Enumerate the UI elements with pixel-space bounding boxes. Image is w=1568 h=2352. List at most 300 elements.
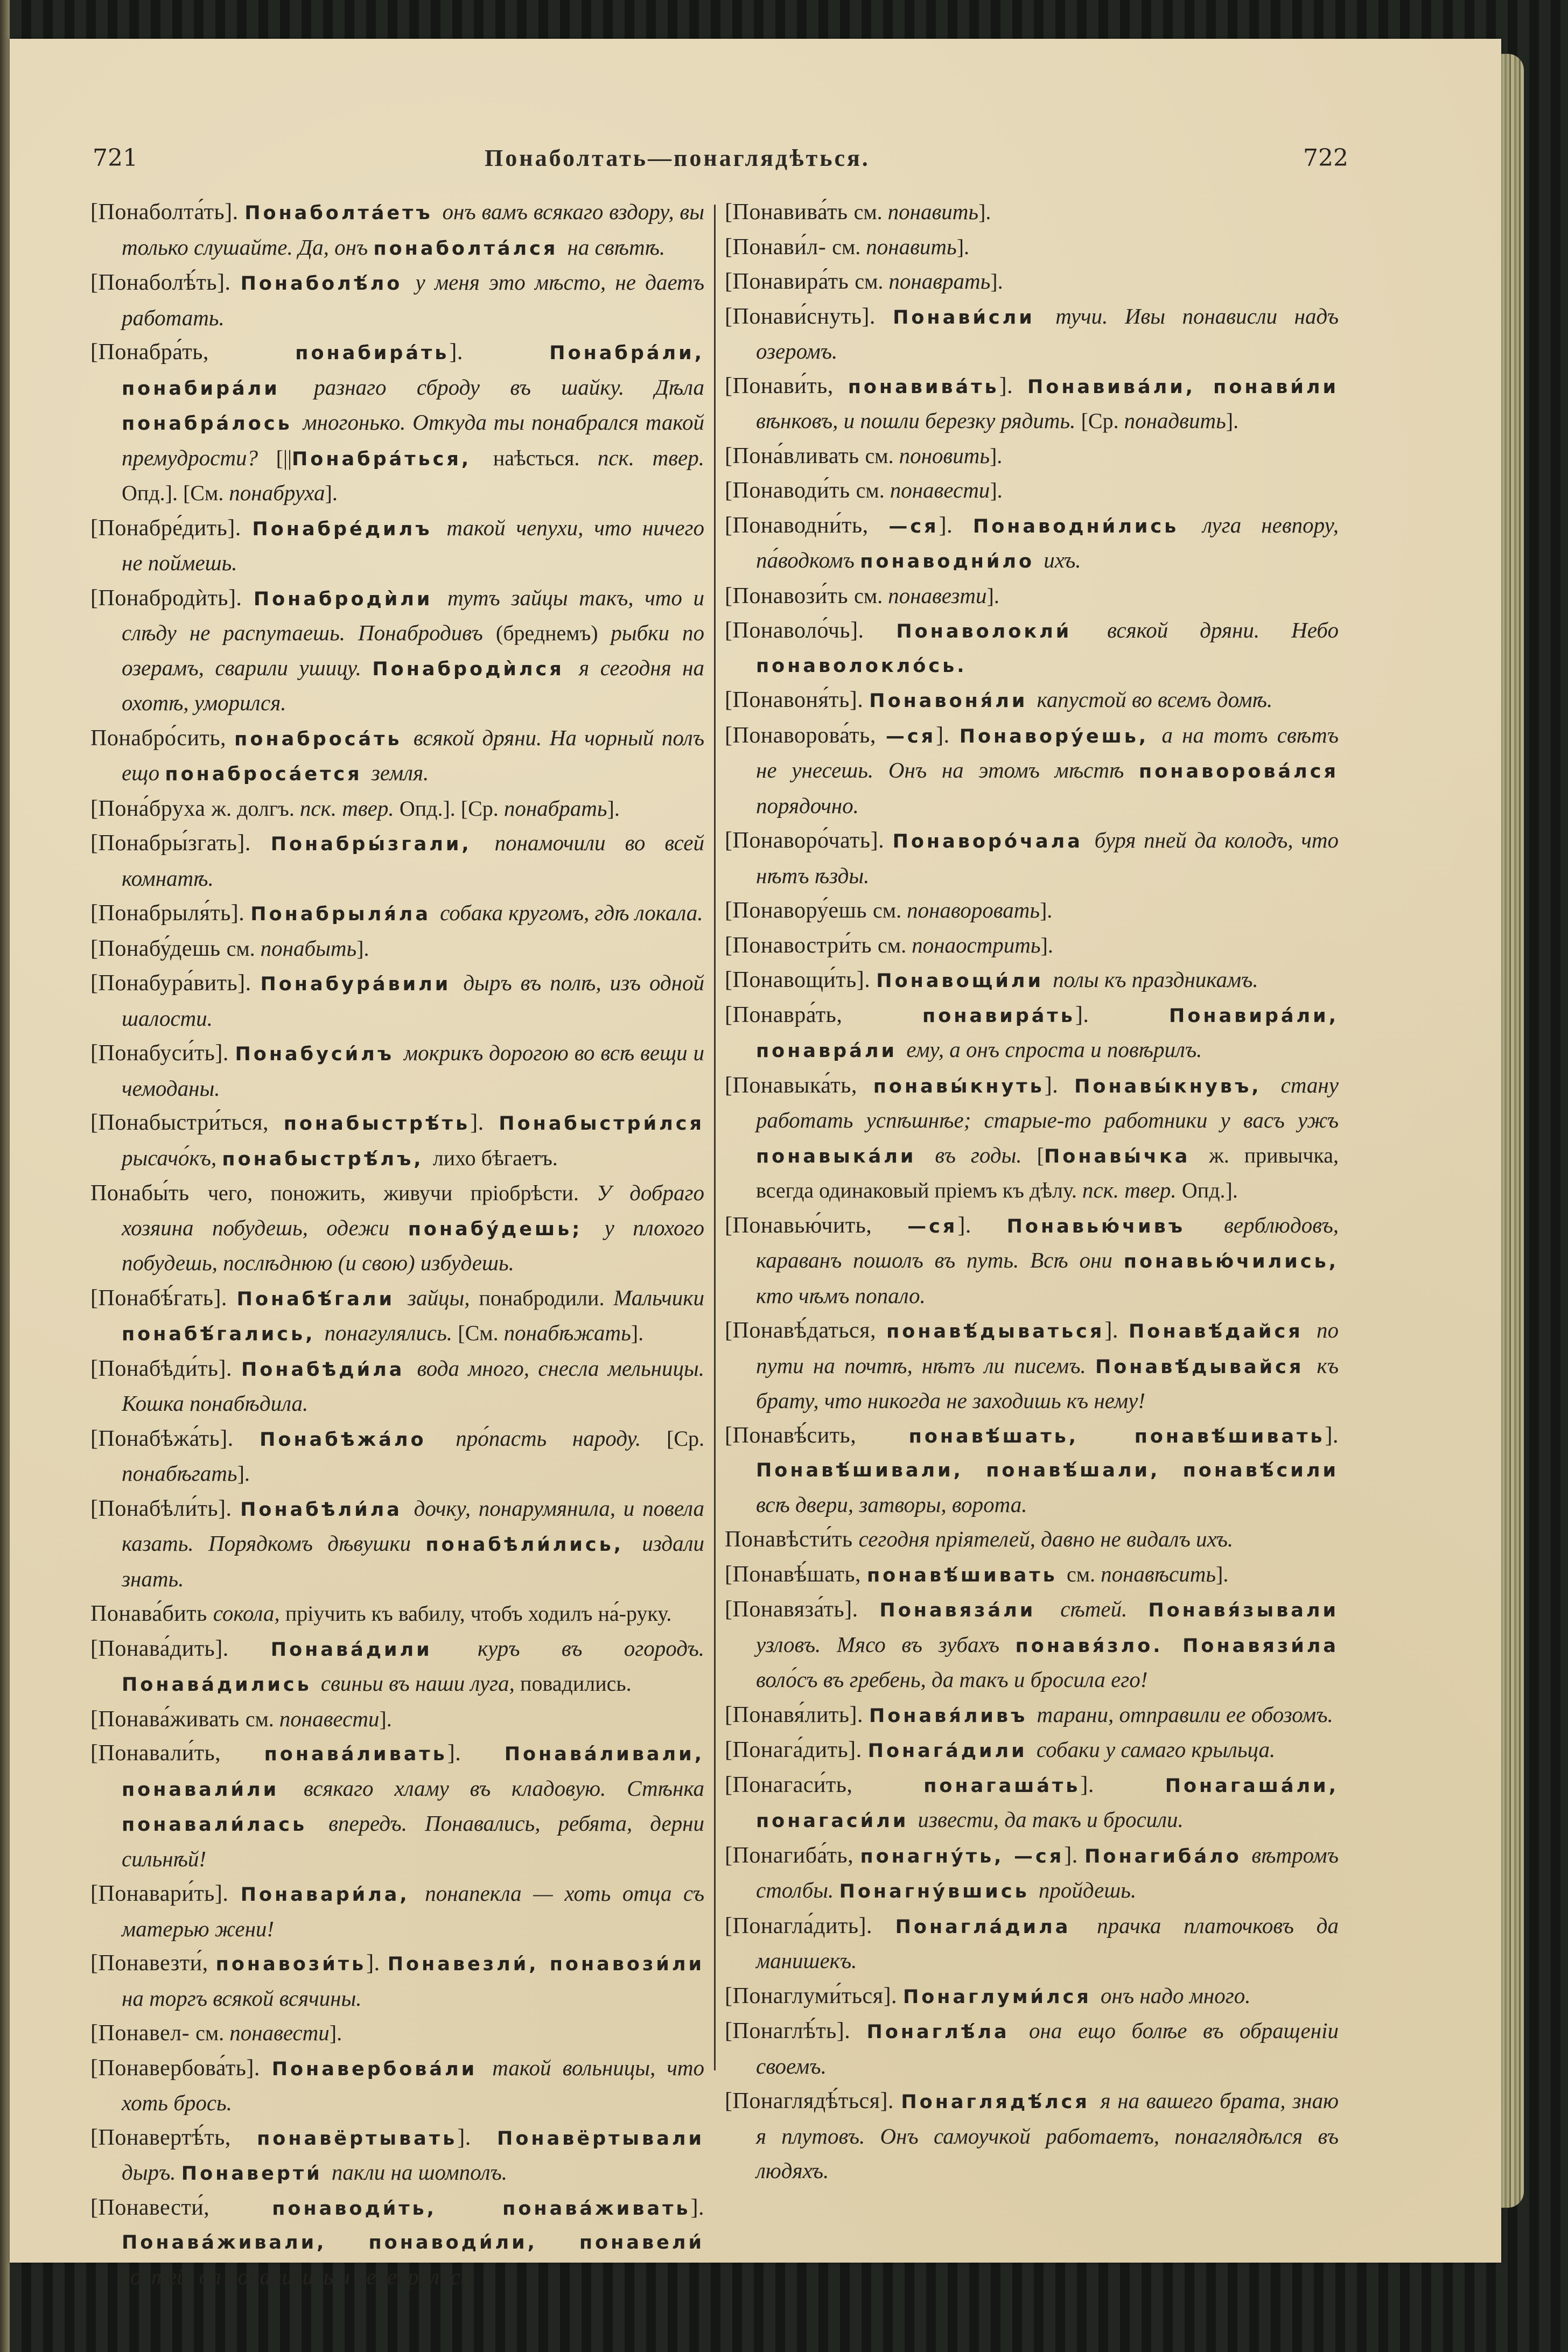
gloss-text: [|| — [276, 445, 292, 470]
derived-form: Понабѣли́ла — [240, 1499, 414, 1521]
headword: [Понабыстри́ться, — [90, 1110, 284, 1135]
example-text: куръ въ огородъ. — [477, 1635, 704, 1661]
gloss-text: пріучить къ вабилу, чтобъ ходилъ на́-руку. — [285, 1601, 672, 1626]
headword: [Понага́дить]. — [725, 1738, 868, 1762]
example-text: по пути на почтѣ, нѣтъ ли писемъ. — [756, 1318, 1339, 1378]
headword: [Понавяза́ть]. — [725, 1597, 880, 1622]
dictionary-entry — [90, 511, 704, 581]
example-text: въ годы. — [935, 1142, 1037, 1167]
example-text: вѣнковъ, и пошли березку рядить. — [756, 408, 1081, 433]
example-text: понабѣгать — [122, 1461, 237, 1486]
derived-form: Понабѣди́ла — [241, 1359, 417, 1381]
example-text: издали знать. — [122, 1531, 704, 1591]
dictionary-entry — [725, 579, 1339, 614]
gloss-text: понабродили. — [479, 1285, 614, 1310]
headword: [Понагиба́ть, — [725, 1843, 860, 1868]
headword: ]. — [470, 1110, 499, 1135]
derived-form: —ся — [888, 515, 939, 537]
example-text: понадвить — [1124, 408, 1226, 433]
example-text: понаврать — [888, 269, 991, 293]
example-text: вѣтромъ столбы. — [756, 1842, 1339, 1902]
dictionary-entry — [90, 1737, 704, 1877]
derived-form: Понава́дили — [270, 1639, 478, 1661]
derived-form: Понабѣжа́ло — [260, 1429, 456, 1451]
headword: [Понава́дить]. — [90, 1636, 271, 1661]
gloss-text: [ — [1037, 1143, 1044, 1167]
dictionary-entry — [90, 966, 704, 1036]
example-text: многонько. Откуда ты понабрался такой премудрости? — [122, 410, 704, 470]
example-text: я сегодня на охотѣ, уморился. — [122, 655, 704, 715]
headword: [Понабры́згать]. — [90, 831, 271, 856]
headword: [Понаглуми́ться]. — [725, 1983, 903, 2008]
example-text: пройдешь. — [1038, 1878, 1137, 1902]
derived-form: Понабура́вили — [260, 974, 464, 995]
derived-form: Понава́дились — [122, 1674, 321, 1696]
headword: [Понаглядѣ́ться]. — [725, 2089, 901, 2113]
derived-form: Понабродѝли — [253, 588, 448, 610]
headword: [Понава́живать — [90, 1706, 246, 1732]
example-text: къ брату, что никогда не заходишь къ нему! — [756, 1353, 1339, 1413]
headword: [Понавози́ть — [725, 583, 855, 608]
derived-form: Понавѣ́дайся — [1129, 1321, 1317, 1342]
headword: [Понавезти́, — [90, 1951, 216, 1976]
headword: [Понавѣ́сить, — [725, 1423, 909, 1448]
gloss-text: см. — [873, 898, 907, 922]
example-text: понабыть — [260, 935, 357, 961]
gloss-text: лихо бѣгаетъ. — [432, 1145, 558, 1170]
example-text: узловъ. Мясо въ зубахъ — [756, 1632, 1016, 1657]
headword: [Понабѣ́гать]. — [90, 1285, 237, 1311]
dictionary-entry — [90, 2191, 704, 2295]
headword: [Понабра́ть, — [90, 340, 296, 365]
example-text: рыбки по озерамъ, сварили ушицу. — [122, 620, 704, 680]
derived-form: Понага́дили — [867, 1740, 1037, 1762]
dictionary-entry — [90, 826, 704, 896]
headword: ]. — [366, 1951, 388, 1976]
example-text: буря пней да колодъ, что нѣтъ ѣзды. — [756, 828, 1339, 888]
derived-form: Понабра́ться, — [292, 448, 493, 470]
example-text: земля. — [371, 760, 429, 785]
dictionary-entry — [90, 2121, 704, 2191]
headword: [Пона́бруха — [90, 796, 212, 821]
headword: [Понабрыля́ть]. — [90, 901, 251, 926]
gloss-text: ]. — [1039, 898, 1053, 922]
derived-form: Понава́живали, понаводи́ли, понавели́ — [122, 2232, 704, 2253]
example-text: впередъ. Понавались, ребята, дерни сильнѣй! — [122, 1811, 704, 1871]
example-text: понагулялись. — [324, 1320, 458, 1345]
derived-form: Понаводни́лись — [972, 515, 1203, 537]
derived-form: понавью́чились, — [1123, 1251, 1339, 1272]
gloss-text: ]. — [956, 234, 970, 259]
derived-form: Понавѣ́шивали, понавѣ́шали, понавѣ́сили — [756, 1460, 1339, 1481]
gloss-text: (бреднемъ) — [495, 621, 611, 645]
derived-form: понаводни́ло — [860, 551, 1044, 572]
headword: [Понавыка́ть, — [725, 1073, 873, 1098]
gloss-text: ]. — [379, 1706, 392, 1731]
example-text: она ещо болѣе въ обращеніи своемъ. — [756, 2018, 1339, 2078]
derived-form: Понабродѝлся — [372, 658, 579, 680]
dictionary-entry — [90, 721, 704, 792]
derived-form: Понавоня́ли — [869, 690, 1037, 712]
headword: [Понавел- — [90, 2021, 196, 2046]
gloss-text: ]. — [631, 1321, 644, 1345]
derived-form: понавы́кнуть — [873, 1075, 1045, 1097]
headword: [Понавѣ́даться, — [725, 1318, 887, 1343]
binding-edge — [0, 0, 10, 2352]
headword: ]. — [1075, 1002, 1170, 1027]
dictionary-entry — [725, 893, 1339, 928]
gloss-text: Опд.]. — [1181, 1178, 1238, 1202]
derived-form: Понабуси́лъ — [235, 1044, 404, 1065]
dictionary-entry — [725, 369, 1339, 439]
gloss-text: см. — [195, 2021, 230, 2045]
example-text: У добраго хозяина побудешь, одежи — [122, 1180, 705, 1240]
example-text: понавести — [890, 478, 990, 502]
headword: [Понавоня́ть]. — [725, 688, 870, 712]
derived-form: понаболта́лся — [373, 237, 568, 260]
dictionary-entry — [90, 581, 704, 721]
gloss-text: [См. — [458, 1321, 504, 1345]
dictionary-entry — [725, 613, 1339, 683]
dictionary-entry — [90, 2051, 704, 2121]
dictionary-entry — [725, 1698, 1339, 1733]
example-text: понаворовать — [907, 898, 1040, 922]
column-divider — [714, 205, 716, 2070]
dictionary-entry — [725, 718, 1339, 824]
derived-form: Понабры́згали, — [270, 834, 495, 855]
example-text: у плохого побудешь, послѣднюю (и свою) избудешь. — [122, 1215, 704, 1275]
headword: [Понавью́чить, — [725, 1213, 908, 1238]
gloss-text: ]. — [990, 269, 1003, 293]
headword: [Понабре́дить]. — [90, 515, 253, 541]
example-text: собаки у самаго крыльца. — [1036, 1737, 1276, 1762]
dictionary-entry — [725, 1733, 1339, 1768]
derived-form: Понабра́ли, понабира́ли — [122, 342, 704, 400]
example-text: а на тотъ свѣтъ не унесешь. Онъ на этомъ мѣстѣ — [756, 722, 1339, 782]
derived-form: понаводи́ть, понава́живать — [272, 2197, 691, 2220]
derived-form: понабѣли́лись, — [425, 1534, 642, 1556]
dictionary-entry — [90, 792, 704, 827]
derived-form: понавѣ́шать, понавѣ́шивать — [908, 1425, 1325, 1447]
example-text: пакли на шомполъ. — [331, 2160, 508, 2185]
example-text: верблюдовъ, караванъ пошолъ въ путь. Всѣ они — [756, 1212, 1339, 1272]
dictionary-entry — [725, 1557, 1339, 1593]
example-text: понаострить — [912, 932, 1041, 957]
derived-form: Понаволокли́ — [896, 621, 1108, 642]
example-text: свиньи въ наши луга, — [320, 1671, 521, 1696]
derived-form: понагну́ть, —ся — [860, 1845, 1065, 1867]
example-text: на торгъ всякой всячины. — [122, 1985, 362, 2011]
derived-form: Понабре́дилъ — [252, 518, 447, 540]
gloss-text: ]. — [986, 583, 999, 608]
headword: ]. — [1104, 1318, 1129, 1343]
example-text: ему, а онъ спроста и повѣрилъ. — [906, 1037, 1202, 1062]
derived-form: Понаболта́етъ — [244, 202, 443, 224]
dictionary-entry — [90, 1702, 704, 1737]
headword: [Понавести́, — [90, 2195, 272, 2220]
headword: [Понавору́ешь — [725, 898, 873, 923]
example-text: стану работать успѣшнѣе; старые-то работники у васъ ужъ — [756, 1072, 1339, 1132]
derived-form: Понавору́ешь, — [959, 725, 1162, 747]
left-column — [90, 195, 704, 2294]
headword: [Понавощи́ть]. — [725, 968, 877, 992]
headword: [Понавѣ́шать, — [725, 1562, 867, 1587]
headword: [Понави́снуть]. — [725, 304, 893, 329]
example-text: понамочили во всей комнатѣ. — [122, 830, 704, 891]
gloss-text: см. — [832, 234, 866, 259]
headword: [Понаволо́чь]. — [725, 618, 897, 643]
example-text: ихъ. — [1044, 548, 1081, 572]
example-text: кто чѣмъ попало. — [756, 1283, 926, 1308]
headword: [Понабура́вить]. — [90, 971, 261, 996]
dictionary-entry — [725, 1838, 1339, 1909]
example-text: порядочно. — [756, 793, 859, 818]
example-text: разнаго сброду въ шайку. Дѣла — [314, 374, 704, 400]
headword: ]. — [957, 1213, 1007, 1238]
derived-form: Понабрыля́ла — [250, 904, 440, 925]
headword: [Пона́вливать — [725, 443, 865, 468]
page-number-left: 721 — [93, 144, 138, 172]
dictionary-entry — [90, 1947, 704, 2016]
derived-form: Понагла́дила — [895, 1916, 1097, 1938]
example-text: собака кругомъ, гдѣ локала. — [440, 900, 703, 925]
gloss-text: ]. — [1040, 933, 1053, 957]
dictionary-entry — [90, 1877, 704, 1947]
derived-form: Понави́сли — [893, 306, 1056, 328]
example-text: сегодня пріятелей, давно не видалъ ихъ. — [858, 1527, 1234, 1551]
example-text: дыръ. — [122, 2160, 181, 2185]
headword: [Понабу́дешь — [90, 936, 227, 961]
derived-form: понагаша́ть — [923, 1775, 1081, 1797]
dictionary-entry — [90, 335, 704, 511]
headword: [Понабѣжа́ть]. — [90, 1426, 260, 1451]
example-text: тучи. Ивы понависли надъ озеромъ. — [756, 303, 1339, 363]
headword: [Понавива́ть — [725, 200, 854, 225]
derived-form: Понавёртывали — [497, 2127, 704, 2150]
dictionary-entry — [725, 1208, 1339, 1314]
example-text: всякой дряни. Небо — [1107, 618, 1339, 642]
gloss-text: [Ср. — [1081, 409, 1124, 433]
derived-form: Понавью́чивъ — [1006, 1215, 1224, 1237]
dictionary-entry — [90, 932, 704, 967]
example-text: извести, да такъ и бросили. — [918, 1807, 1184, 1832]
dictionary-entry — [90, 265, 704, 335]
dictionary-entry — [725, 963, 1339, 998]
gloss-text: см. — [226, 936, 261, 961]
gloss-text: ]. — [978, 200, 991, 224]
dictionary-entry — [90, 1352, 704, 1422]
gloss-text: Опд.]. [Ср. — [399, 796, 504, 821]
headword: Понавѣсти́ть — [725, 1527, 859, 1552]
example-text: тутъ зайцы такъ, что и слѣду не распутаешь. Понабродивъ — [122, 585, 704, 645]
derived-form: понавыка́ли — [756, 1145, 935, 1167]
headword: [Понавари́ть]. — [90, 1881, 241, 1906]
example-text: понавести — [279, 1706, 380, 1731]
example-text: всѣ двери, затворы, ворота. — [756, 1492, 1027, 1517]
gloss-text: наѣсться. — [493, 445, 598, 470]
headword: [Понабѣди́ть]. — [90, 1356, 241, 1381]
derived-form: Понаглѣ́ла — [866, 2021, 1030, 2043]
example-text: тарани, отправили ее обозомъ. — [1037, 1702, 1333, 1727]
dictionary-entry — [725, 1068, 1339, 1208]
right-column — [725, 195, 1339, 2189]
derived-form: Понаверти́ — [181, 2163, 332, 2185]
headword: [Понавя́лить]. — [725, 1702, 869, 1727]
dictionary-entry — [725, 823, 1339, 893]
example-text: зайцы, — [408, 1285, 479, 1310]
example-text: понапекла — хоть отца съ матерью жени! — [122, 1881, 704, 1941]
dictionary-entry — [90, 1632, 704, 1702]
headword: ]. — [1080, 1772, 1165, 1797]
dictionary-entry — [725, 683, 1339, 718]
derived-form: Понаглуми́лся — [902, 1986, 1101, 2008]
example-text: поновить — [899, 443, 990, 468]
example-text: вода много, снесла мельницы. Кошка понабѣдила. — [122, 1355, 705, 1416]
derived-form: понавёртывать — [257, 2127, 458, 2150]
gloss-text: [Ср. — [667, 1426, 704, 1451]
gloss-text: ж. привычка, всегда одинаковый пріемъ къ дѣлу. — [756, 1143, 1339, 1202]
dictionary-entry — [90, 1492, 704, 1597]
derived-form: Понаболѣ́ло — [240, 273, 416, 295]
example-text: понабѣжать — [503, 1320, 631, 1345]
running-head-title: Понаболтать—понаглядѣться. — [485, 145, 870, 171]
gloss-text: ]. — [989, 443, 1003, 468]
headword: [Понагаси́ть, — [725, 1772, 924, 1797]
headword: ]. — [936, 723, 960, 748]
example-text: про́пасть народу. — [456, 1425, 667, 1451]
headword: Понабы́ть — [90, 1181, 208, 1206]
derived-form: Понагиба́ло — [1084, 1845, 1252, 1867]
gloss-text: см. — [1066, 1562, 1101, 1586]
headword: ]. — [1064, 1843, 1085, 1868]
derived-form: понабѣ́гались, — [122, 1324, 325, 1345]
dictionary-entry — [725, 1909, 1339, 1979]
headword: [Понаболта́ть]. — [90, 200, 245, 225]
derived-form: Понагну́вшись — [839, 1881, 1039, 1902]
dictionary-entry — [725, 195, 1339, 230]
example-text: понавезти — [888, 583, 987, 608]
dictionary-entry — [725, 1313, 1339, 1419]
example-text: понабруха — [229, 480, 325, 505]
example-text: понабрать — [503, 795, 607, 821]
gloss-text: Опд.]. [См. — [122, 481, 229, 505]
example-text: рысачо́къ, — [122, 1145, 222, 1170]
gloss-text: ]. — [237, 1461, 250, 1486]
derived-form: понабира́ть — [295, 342, 450, 364]
example-text: пск. твер. — [1082, 1178, 1182, 1202]
derived-form: понабра́лось — [122, 413, 303, 435]
gloss-text: см. — [856, 478, 890, 502]
gloss-text: ж. долгъ. — [211, 796, 300, 821]
derived-form: Понавощи́ли — [876, 970, 1053, 992]
dictionary-entry — [90, 1176, 704, 1281]
headword: [Понави́л- — [725, 234, 832, 260]
example-text: онъ вамъ всякаго вздору, вы только слушайте. Да, онъ — [122, 199, 704, 260]
derived-form: Понавива́ли, понави́ли — [1027, 376, 1339, 398]
example-text: гостей, да понапились и передрались. — [122, 2264, 476, 2289]
example-text: понавить — [866, 234, 957, 259]
gloss-text: ]. — [356, 936, 369, 961]
headword: ]. — [449, 340, 550, 365]
derived-form: понавива́ть — [848, 376, 999, 398]
example-text: капустой во всемъ домѣ. — [1037, 687, 1273, 712]
headword: ]. — [1325, 1423, 1339, 1448]
derived-form: понаворова́лся — [1139, 761, 1339, 782]
headword: ]. — [939, 513, 973, 538]
dictionary-entry — [725, 1522, 1339, 1557]
gloss-text: ]. — [607, 796, 620, 821]
dictionary-entry — [90, 1597, 704, 1632]
derived-form: —ся — [907, 1215, 958, 1237]
headword: [Понави́ть, — [725, 373, 848, 398]
gloss-text: ]. — [329, 2021, 342, 2045]
headword: [Понабродѝть]. — [90, 585, 254, 611]
headword: ]. — [447, 1741, 505, 1766]
example-text: на свѣтѣ. — [567, 234, 666, 260]
dictionary-entry — [725, 508, 1339, 579]
gloss-text: чего, поножить, живучи пріобрѣсти. — [207, 1181, 597, 1205]
derived-form: Понавы́чка — [1044, 1145, 1209, 1167]
headword: [Понавра́ть, — [725, 1002, 923, 1027]
gloss-text: повадились. — [520, 1671, 632, 1696]
derived-form: Понавезли́, понавози́ли — [387, 1954, 704, 1975]
example-text: луга невпору, па́водкомъ — [756, 512, 1339, 572]
derived-form: понавози́ть — [215, 1954, 367, 1975]
derived-form: Понавербова́ли — [271, 2058, 493, 2080]
derived-form: понавали́лась — [122, 1814, 329, 1836]
derived-form: Понабыстри́лся — [499, 1113, 704, 1135]
derived-form: понавѣ́шивать — [866, 1564, 1067, 1586]
headword: [Понаболѣ́ть]. — [90, 270, 241, 295]
derived-form: понабыстрѣ́лъ, — [222, 1148, 433, 1170]
gloss-text: см. — [854, 583, 888, 608]
example-text: понавѣсить — [1101, 1561, 1216, 1586]
headword: [Понавостри́ть — [725, 933, 878, 958]
page-number-right: 722 — [1303, 144, 1348, 172]
dictionary-entry — [725, 1979, 1339, 2014]
dictionary-entry — [725, 1768, 1339, 1838]
gloss-text: ]. — [1216, 1562, 1229, 1586]
derived-form: понава́ливать — [264, 1744, 447, 1765]
dictionary-entry — [725, 230, 1339, 265]
dictionary-entry — [725, 928, 1339, 963]
derived-form: понабыстрѣ́ть — [283, 1113, 471, 1135]
example-text: Мальчики — [613, 1285, 704, 1310]
example-text: я на вашего брата, знаю я плутовъ. Онъ самоучкой работаетъ, понаглядѣлся въ людяхъ. — [756, 2088, 1339, 2183]
dictionary-entry — [725, 2084, 1339, 2189]
headword: ]. — [1044, 1073, 1075, 1098]
example-text: такой чепухи, что ничего не поймешь. — [122, 515, 705, 575]
derived-form: понаброса́ется — [165, 764, 372, 785]
headword: ]. — [999, 373, 1027, 398]
headword: [Понаглѣ́ть]. — [725, 2019, 867, 2043]
dictionary-entry — [725, 264, 1339, 299]
dictionary-entry — [725, 998, 1339, 1068]
gloss-text: см. — [865, 443, 899, 468]
gloss-text: ]. — [1226, 409, 1239, 433]
derived-form: Понаглядѣ́лся — [901, 2091, 1101, 2113]
example-text: прачка платочковъ да манишекъ. — [756, 1913, 1339, 1973]
derived-form: Понавѣ́дывайся — [1095, 1356, 1317, 1378]
dictionary-entry — [725, 2014, 1339, 2084]
derived-form: понаброса́ть — [234, 728, 414, 750]
derived-form: Понаворо́чала — [892, 831, 1095, 852]
derived-form: Понавы́кнувъ, — [1074, 1075, 1281, 1097]
derived-form: Понава́ливали, понавали́ли — [122, 1744, 704, 1801]
derived-form: понаволокло́сь. — [756, 655, 967, 677]
headword: [Понавали́ть, — [90, 1741, 264, 1766]
derived-form: понабу́дешь; — [408, 1218, 605, 1240]
